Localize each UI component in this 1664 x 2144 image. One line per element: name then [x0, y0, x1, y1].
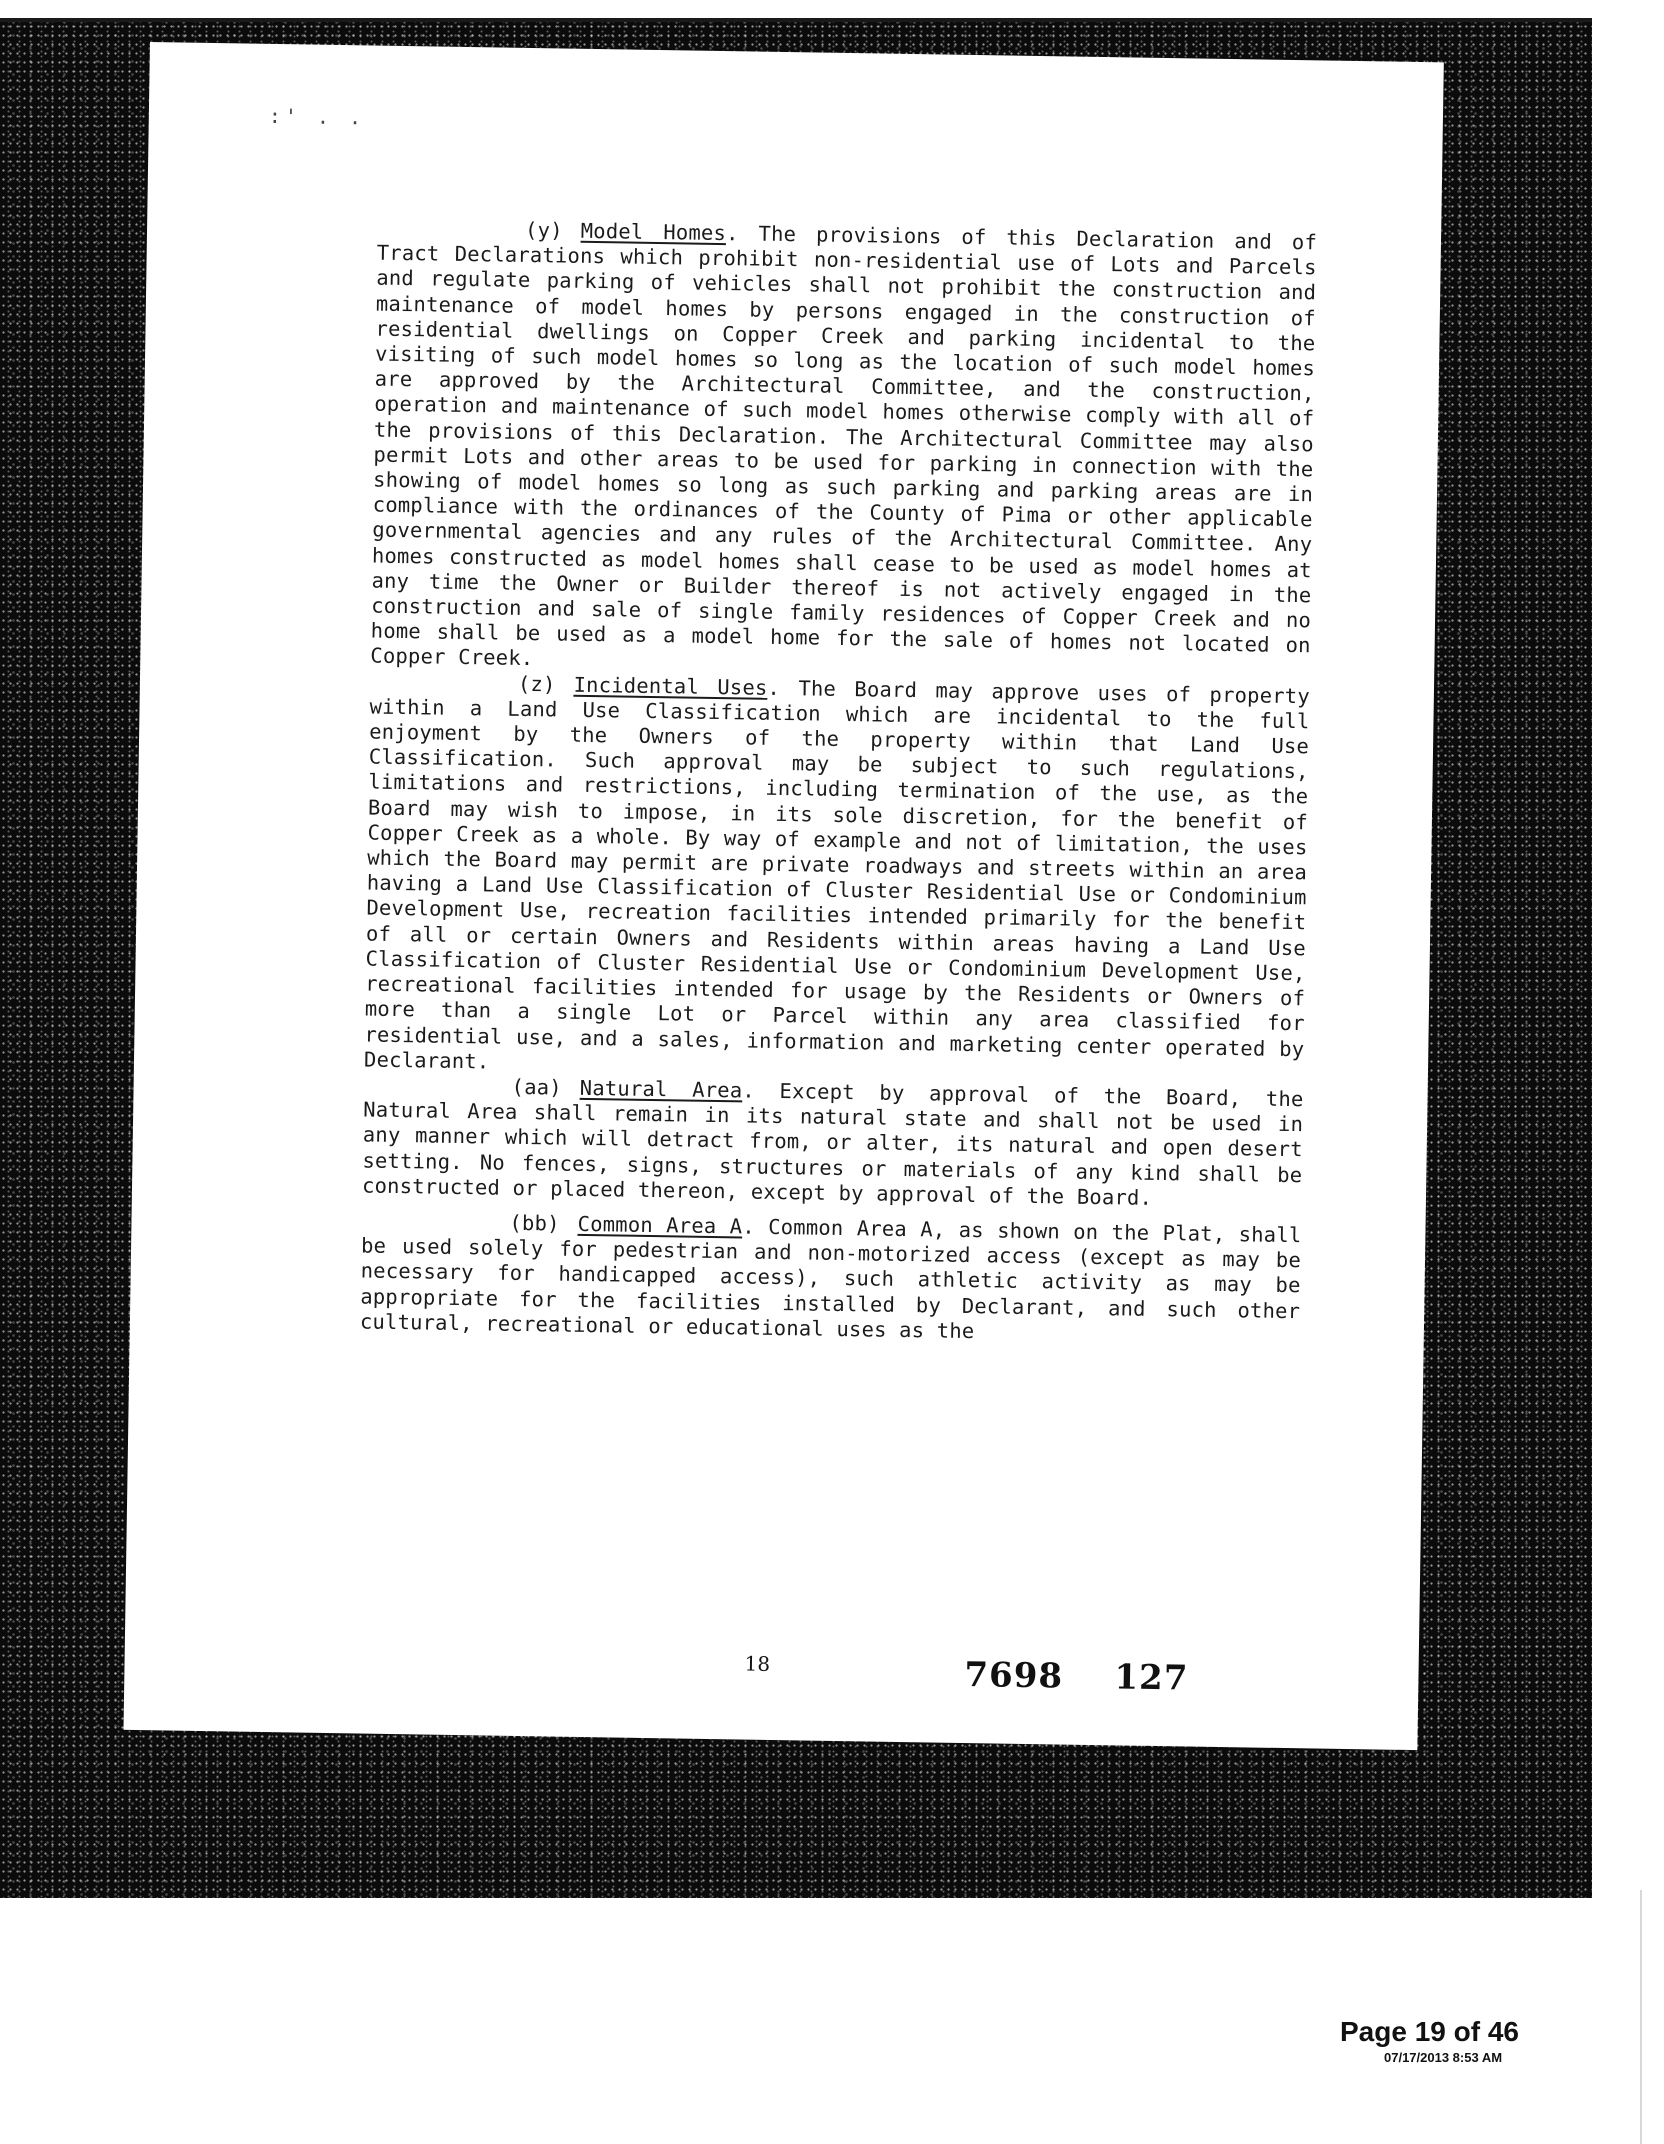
page-stamp: Page 19 of 46: [1340, 2016, 1519, 2047]
docket-page: 127: [1114, 1657, 1189, 1699]
document-body: [360, 216, 1317, 1350]
paragraph-number: (aa): [511, 1074, 562, 1100]
paragraph-text: . Common Area A, as shown on the Plat, shall be used solely for pedestrian and non-motorized access (except as may be necessary for handicapped access), such athletic activity as may be appropriate for the facilities installed by Declarant, and such other cultural, recreational or educational uses as the: [359, 1214, 1302, 1343]
paragraph-natural-area: [362, 1072, 1304, 1213]
paragraph-model-homes: [370, 216, 1317, 684]
paragraph-common-area-a: [360, 1208, 1302, 1349]
right-edge-rule: [1640, 1890, 1642, 2144]
document-page-number: 18: [744, 1651, 771, 1676]
paragraph-incidental-uses: [364, 669, 1310, 1087]
paragraph-number: (bb): [509, 1210, 560, 1236]
paragraph-heading: Common Area A: [577, 1211, 743, 1239]
timestamp-stamp: 07/17/2013 8:53 AM: [1384, 2050, 1503, 2065]
paragraph-number: (y): [524, 217, 563, 243]
paragraph-text: . Except by approval of the Board, the Natural Area shall remain in its natural state and shall not be used in any manner which will detract from, or alter, its natural and open desert setting. No fences, signs, structures or materials of any kind shall be constructed or placed thereon, except by approval of the Board.: [361, 1078, 1304, 1210]
paragraph-number: (z): [517, 671, 556, 697]
paragraph-text: . The provisions of this Declaration and of Tract Declarations which prohibit non-residential use of Lots and Parcels and regulate parking of vehicles shall not prohibit the construction and maintenance of model homes by persons engaged in the construction of residential dwellings on Copper Creek and parking incidental to the visiting of such model homes so long as the location of such model homes are approved by the Architectural Committee, and the construction, operation and maintenance of such model homes otherwise comply with all of the provisions of this Declaration. The Architectural Committee may also permit Lots and other areas to be used for parking in connection with the showing of model homes so long as such parking and parking areas are in compliance with the ordinances of the County of Pima or other applicable governmental agencies and any rules of the Architectural Committee. Any homes constructed as model homes shall cease to be used as model homes at any time the Owner or Builder thereof is not actively engaged in the construction and sale of single family residences of Copper Creek and no home shall be used as a model home for the sale of homes not located on Copper Creek.: [370, 221, 1318, 671]
paragraph-heading: Model Homes: [580, 218, 727, 246]
docket-book: 7698: [964, 1654, 1064, 1697]
paragraph-heading: Incidental Uses: [573, 672, 768, 700]
document-sheet: [123, 42, 1443, 1750]
paragraph-heading: Natural Area: [579, 1075, 743, 1103]
docket-number: [964, 1655, 1189, 1699]
paragraph-text: . The Board may approve uses of property within a Land Use Classification which are incidental to the full enjoyment by the Owners of the property within that Land Use Classification. Such approval may be subject to such regulations, limitations and restrictions, including termination of the use, as the Board may wish to impose, in its sole discretion, for the benefit of Copper Creek as a whole. By way of example and not of limitation, the uses which the Board may permit are private roadways and streets within an area having a Land Use Classification of Cluster Residential Use or Condominium Development Use, recreation facilities intended primarily for the benefit of all or certain Owners and Residents within areas having a Land Use Classification of Cluster Residential Use or Condominium Development Use, recreational facilities intended for usage by the Residents or Owners of more than a single Lot or Parcel within any area classified for residential use, and a sales, information and marketing center operated by Declarant.: [363, 675, 1311, 1074]
scan-specks: :' . .: [268, 103, 366, 130]
